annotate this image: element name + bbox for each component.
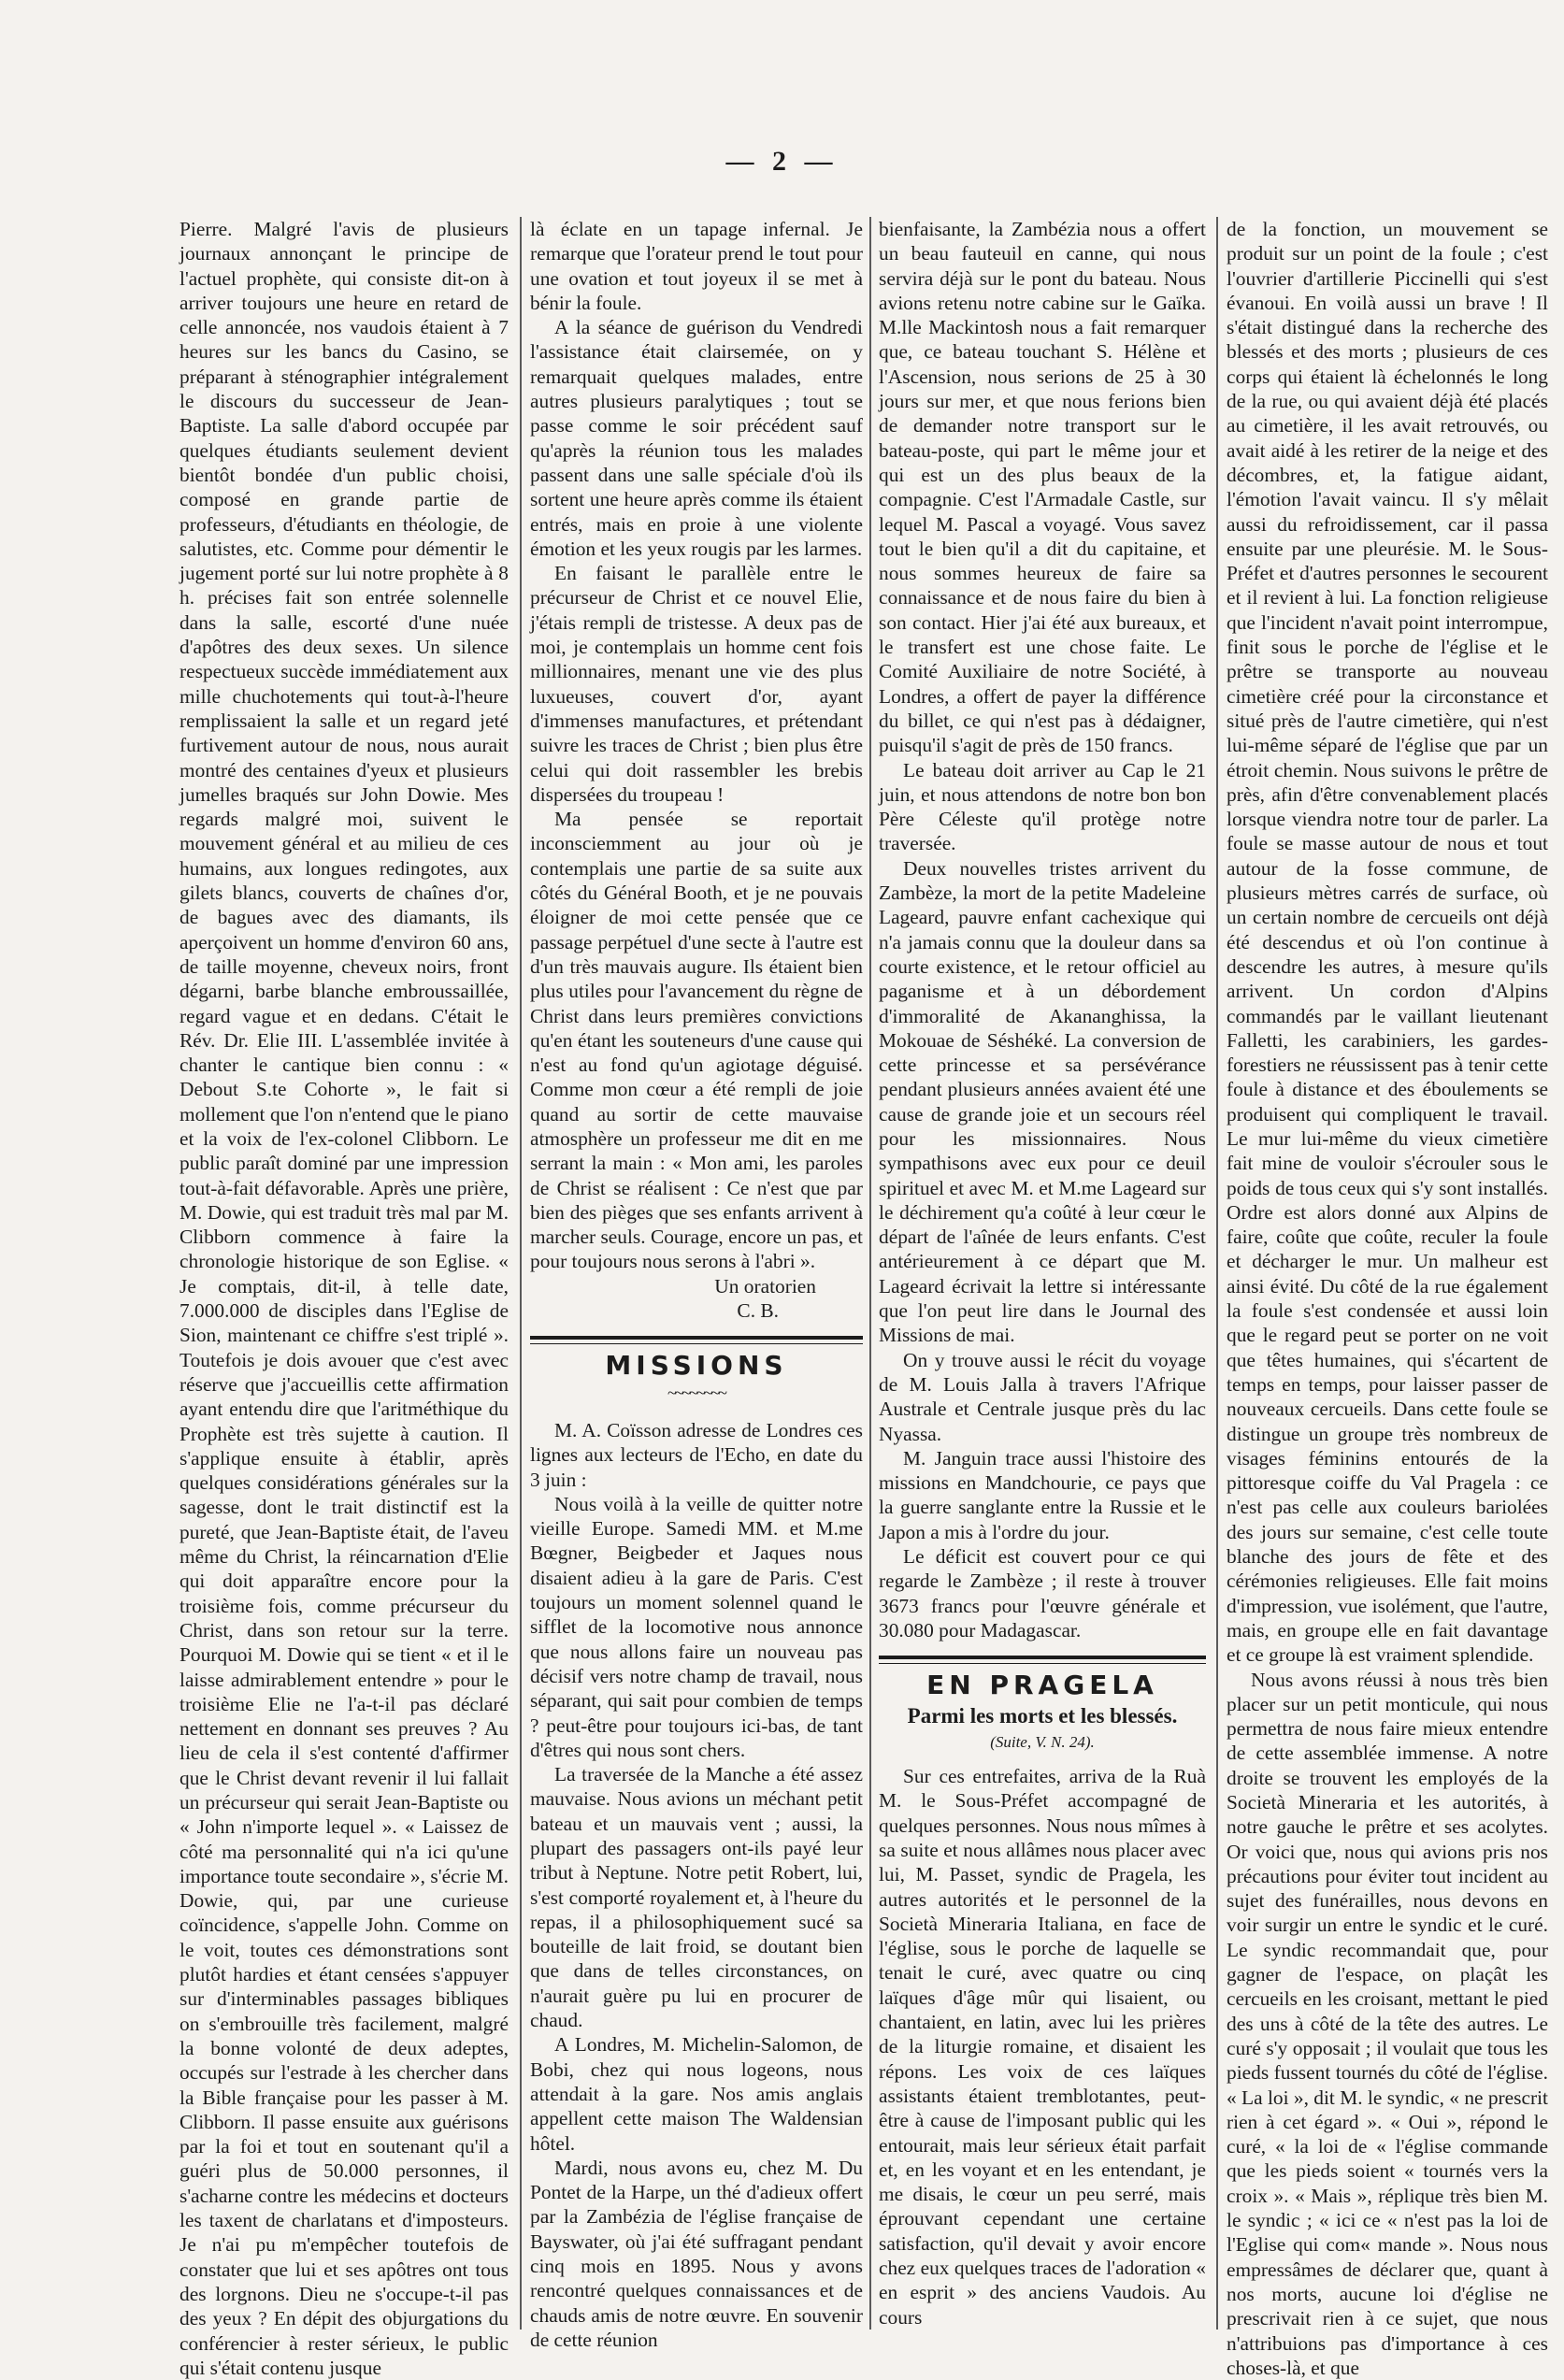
page-number: — 2 — — [725, 146, 839, 177]
section-rule — [530, 1343, 863, 1344]
paragraph: bienfaisante, la Zambézia nous a offert un beau fauteuil en canne, qui nous servira déjà sur le pont du bateau. Nous avions retenu notre cabine sur le Gaïka. M.lle Mackintosh nous a fait remarquer que, ce bateau touchant S. Hélène et l'Ascension, nous serions de 25 à 30 jours sur mer, et que nous ferions bien de demander notre transport sur le bateau-poste, qui part le même jour et qui est un des plus beaux de la compagnie. C'est l'Armadale Castle, sur lequel M. Pascal a voyagé. Vous savez tout le bien qu'il a dit du capitaine, et nous sommes heureux de faire sa connaissance et de nous faire du bien à son contact. Hier j'ai été aux bureaux, et le transfert est une chose faite. Le Comité Auxiliaire de notre Société, à Londres, a offert de payer la différence du billet, ce qui n'est pas à dédaigner, puisqu'il s'agit de près de 150 francs. — [879, 218, 1206, 757]
paragraph: Nous avons réussi à nous très bien placer sur un petit monticule, qui nous permettra de nous faire mieux entendre de cette assemblée immense. A notre droite se trouvent les employés de la Società Mineraria et les autorités, à notre gauche le prêtre et ses acolytes. Or voici que, nous qui avions pris nos précautions pour éviter tout incident au sujet des funérailles, nous devons en voir surgir un entre le syndic et le curé. Le syndic recommandait que, pour gagner de l'espace, on plaçât les cercueils en les croisant, mettant le pied des uns à côté de la tête des autres. Le curé s'y opposait ; il voulait que tous les pieds fussent tournés du côté de l'église. « La loi », dit M. le syndic, « ne prescrit rien à cet égard ». « Oui », répond le curé, « la loi de « l'église commande que les pieds soient « tournés vers la croix ». « Mais », réplique très bien M. le syndic ; « ici ce « n'est pas la loi de l'Eglise qui com« mande ». Nous nous empressâmes de déclarer que, quant à nos morts, aucune loi d'église ne prescrivait rien à ce sujet, que nous n'attribuions pas d'importance à ces choses-là, et que — [1227, 1668, 1548, 2379]
column-3 — [879, 217, 1206, 2329]
section-rule — [530, 1336, 863, 1340]
paragraph: A Londres, M. Michelin-Salomon, de Bobi, chez qui nous logeons, nous attendait à la gare. Nos amis anglais appellent cette maison The Waldensian hôtel. — [530, 2033, 863, 2155]
paragraph: M. Janguin trace aussi l'histoire des missions en Mandchourie, ce pays que la guerre sanglante entre la Russie et le Japon a mis à l'ordre du jour. — [879, 1446, 1206, 1543]
column-1 — [179, 217, 509, 2379]
heading-ornament: ~~~~~~~~ — [667, 1383, 725, 1402]
paragraph: de la fonction, un mouvement se produit sur un point de la foule ; c'est l'ouvrier d'artillerie Piccinelli qui s'est évanoui. En voilà aussi un brave ! Il s'était distingué dans la recherche des blessés et des morts ; plusieurs de ces corps qui étaient là échelonnés le long de la rue, ou qui avaient déjà été placés au cimetière, il les avait retrouvés, ou avait aidé à les retirer de la neige et des décombres, et, la fatigue aidant, l'émotion l'avait vaincu. Il s'y mêlait aussi du refroidissement, car il passa ensuite par une pleurésie. M. le Sous-Préfet et d'autres personnes le secourent et il revient à lui. La fonction religieuse que l'incident n'avait point interrompue, finit sous le porche de l'église et le prêtre se transporte au nouveau cimetière créé pour la circonstance et situé près de l'autre cimetière, qui n'est lui-même séparé de l'église que par un étroit chemin. Nous suivons le prêtre de près, afin d'être convenablement placés lorsque viendra notre tour de parler. La foule se masse autour de nous et tout autour de la fosse commune, de plusieurs mètres carrés de surface, où un certain nombre de cercueils ont déjà été descendus et où l'on continue à descendre les autres, à mesure qu'ils arrivent. Un cordon d'Alpins commandés par le vaillant lieutenant Falletti, les carabiniers, les gardes-forestiers ne réussissent pas à tenir cette foule à distance et des éboulements se produisent qui compliquent le travail. Le mur lui-même du vieux cimetière fait mine de vouloir s'écrouler sous le poids de tous ceux qui s'y sont installés. Ordre est alors donné aux Alpins de faire, coûte que coûte, reculer la foule et décharger le mur. Un malheur est ainsi évité. Du côté de la rue également la foule s'est condensée et aussi loin que le regard peut se porter on ne voit que têtes humaines, qui s'écartent de temps en temps, pour laisser passer de nouveaux cercueils. Dans cette foule se distingue un groupe très nombreux de visages féminins entourés de la pittoresque coiffe du Val Pragela : ce n'est pas celle aux couleurs bariolées des jours sur semaine, c'est celle toute blanche des jours de fête et des cérémonies religieuses. Elle fait moins d'impression, vue isolément, que l'autre, mais, en groupe elle en fait davantage et ce groupe là est vraiment splendide. — [1227, 218, 1548, 1667]
signature-initials: C. B. — [737, 1299, 779, 1323]
pragela-note: (Suite, V. N. 24). — [990, 1732, 1095, 1751]
missions-heading: MISSIONS — [605, 1350, 788, 1382]
paragraph: Pierre. Malgré l'avis de plusieurs journaux annonçant le principe de l'actuel prophète, qui consiste dit-on à arriver toujours une heure en retard de celle annoncée, nos vaudois étaient à 7 heures sur les bancs du Casino, se préparant à sténographier intégralement le discours du successeur de Jean-Baptiste. La salle d'abord occupée par quelques étudiants seulement devient bientôt bondée d'un public choisi, composé en grande partie de professeurs, d'étudiants en théologie, de salutistes, etc. Comme pour démentir le jugement porté sur lui notre prophète à 8 h. précises fait son entrée solennelle dans la salle, escorté d'une nuée d'apôtres des deux sexes. Un silence respectueux succède immédiatement aux mille chuchotements qui tout-à-l'heure remplissaient la salle et un regard jeté furtivement autour de nous, nous aurait montré des centaines d'yeux et plusieurs jumelles braqués sur John Dowie. Mes regards malgré moi, suivent le mouvement général et au milieu de ces humains, aux longues redingotes, aux gilets blancs, couverts de chaînes d'or, de bagues avec des diamants, ils aperçoivent un homme d'environ 60 ans, de taille moyenne, cheveux noirs, front dégarni, barbe blanche embroussaillée, regard vague et en dedans. C'était le Rév. Dr. Elie III. L'assemblée invitée à chanter le cantique bien connu : « Debout S.te Cohorte », le fait si mollement que l'on n'entend que le piano et la voix de l'ex-colonel Clibborn. Le public paraît dominé par une impression tout-à-fait défavorable. Après une prière, M. Dowie, qui est traduit très mal par M. Clibborn commence à faire la chronologie historique de son Eglise. « Je comptais, dit-il, à telle date, 7.000.000 de disciples dans l'Eglise de Sion, maintenant ce chiffre s'est triplé ». Toutefois je dois avouer que c'est avec réserve que j'accueillis cette affirmation ayant entendu dire que l'aritméthique du Prophète est très sujette à caution. Il s'applique ensuite à établir, après quelques considérations générales sur la sagesse, dont le trait distinctif est la pureté, que Jean-Baptiste était, de l'aveu même du Christ, la réincarnation d'Elie qui doit apparaître encore pour la troisième fois, comme précurseur du Christ, dans son retour sur la terre. Pourquoi M. Dowie qui se tient « et il le laisse admirablement entendre » pour le troisième Elie ne l'a-t-il pas déclaré nettement en donnant ses preuves ? Au lieu de cela il s'est contenté d'affirmer que le Christ devant revenir il lui fallait un précurseur qui serait Jean-Baptiste ou « John n'importe lequel ». « Laissez de côté ma personnalité qui n'a ici qu'une importance toute secondaire », s'écrie M. Dowie, qui, par une curieuse coïncidence, s'appelle John. Comme on le voit, toutes ces démonstrations sont plutôt hardies et étant censées s'appuyer sur d'interminables passages bibliques on s'embrouille très facilement, malgré la bonne volonté de deux adeptes, occupés sur l'estrade à les chercher dans la Bible française pour les passer à M. Clibborn. Il passe ensuite aux guérisons par la foi et tout en soutenant qu'il a guéri plus de 50.000 personnes, il s'acharne contre les médecins et docteurs les taxent de charlatans et d'imposteurs. Je n'ai pu m'empêcher toutefois de constater que lui et ses apôtres ont tous des lorgnons. Dieu ne s'occupe-t-il pas des yeux ? En dépit des objurgations du conférencier à rester sérieux, le public qui s'était contenu jusque — [179, 218, 509, 2379]
section-rule — [879, 1656, 1206, 1659]
column-2 — [530, 217, 863, 2351]
pragela-subheading: Parmi les morts et les blessés. — [907, 1703, 1178, 1728]
signature-line: Un oratorien — [714, 1274, 816, 1298]
paragraph: Deux nouvelles tristes arrivent du Zambèze, la mort de la petite Madeleine Lageard, pauvre enfant cachexique qui n'a jamais connu que la douleur dans sa courte existence, et le retour officiel au paganisme et à un débordement d'immoralité de Akananghissa, la Mokouae de Séshéké. La conversion de cette princesse et sa persévérance pendant plusieurs années avaient été une cause de grande joie et un secours réel pour les missionnaires. Nous sympathisons avec eux pour ce deuil spirituel et avec M. et M.me Lageard sur le déchirement qu'a coûté à leur cœur le départ de l'aînée de leurs enfants. C'est antérieurement à ce départ que M. Lageard écrivait la lettre si intéressante que l'on peut lire dans le Journal des Missions de mai. — [879, 856, 1206, 1347]
paragraph: La traversée de la Manche a été assez mauvaise. Nous avions un méchant petit bateau et un mauvais vent ; aussi, la plupart des passagers ont-ils payé leur tribut à Neptune. Notre petit Robert, lui, s'est comporté royalement et, à l'heure du repas, il a philosophiquement sucé sa bouteille de lait froid, se doutant bien que dans de telles circonstances, on n'aurait guère pu lui en procurer de chaud. — [530, 1763, 863, 2032]
column-rule — [869, 217, 871, 2330]
column-4 — [1227, 217, 1548, 2379]
column-rule — [1216, 217, 1218, 2330]
column-rule — [520, 217, 522, 2330]
paragraph: Mardi, nous avons eu, chez M. Du Pontet de la Harpe, un thé d'adieux offert par la Zambézia de l'église française de Bayswater, où j'ai été suffragant pendant cinq mois en 1895. Nous y avons rencontré quelques connaissances et de chauds amis de notre œuvre. En souvenir de cette réunion — [530, 2156, 863, 2351]
paragraph: En faisant le parallèle entre le précurseur de Christ et ce nouvel Elie, j'étais rempli de tristesse. A deux pas de moi, je contemplais un homme cent fois millionnaires, menant une vie des plus luxueuses, couvert d'or, ayant d'immenses manufactures, et prétendant suivre les traces de Christ ; bien plus être celui qui doit rassembler les brebis dispersées du troupeau ! — [530, 562, 863, 806]
paragraph: là éclate en un tapage infernal. Je remarque que l'orateur prend le tout pour une ovation et tout joyeux il se met à bénir la foule. — [530, 218, 863, 314]
paragraph: Le bateau doit arriver au Cap le 21 juin, et nous attendons de notre bon bon Père Céleste qu'il protège notre traversée. — [879, 758, 1206, 855]
paragraph: Le déficit est couvert pour ce qui regarde le Zambèze ; il reste à trouver 3673 francs pour l'œuvre générale et 30.080 pour Madagascar. — [879, 1545, 1206, 1642]
paragraph: Ma pensée se reportait inconsciemment au jour où je contemplais une partie de sa suite aux côtés du Général Booth, et je ne pouvais éloigner de moi cette pensée que ce passage perpétuel d'une secte à l'autre est d'un très mauvais augure. Ils étaient bien plus utiles pour l'avancement du règne de Christ dans leurs premières convictions qu'en étant les souteneurs d'une cause qui n'est au fond qu'un agiotage déguisé. Comme mon cœur a été rempli de joie quand au sortir de cette mauvaise atmosphère un professeur me dit en me serrant la main : « Mon ami, les paroles de Christ se réalisent : Ce n'est que par bien des pièges que ses enfants arrivent à marcher seuls. Courage, encore un pas, et pour toujours nous serons à l'abri ». — [530, 808, 863, 1273]
pragela-heading: EN PRAGELA — [926, 1670, 1158, 1701]
paragraph: Nous voilà à la veille de quitter notre vieille Europe. Samedi MM. et M.me Bœgner, Beigbeder et Jaques nous disaient adieu à la gare de Paris. C'est toujours un moment solennel quand le sifflet de la locomotive nous annonce que nous allons faire un nouveau pas décisif vers notre champ de travail, nous séparant, qui sait pour combien de temps ? peut-être pour toujours ici-bas, de tant d'êtres qui nous sont chers. — [530, 1492, 863, 1761]
paragraph: On y trouve aussi le récit du voyage de M. Louis Jalla à travers l'Afrique Australe et Centrale jusque près du lac Nyassa. — [879, 1348, 1206, 1445]
section-rule — [879, 1663, 1206, 1664]
paragraph: A la séance de guérison du Vendredi l'assistance était clairsemée, on y remarquait quelques malades, entre autres plusieurs paralytiques ; tout se passe comme le soir précédent sauf qu'après la réunion tous les malades passent dans une salle spéciale d'où ils sortent une heure après comme ils étaient entrés, mais en proie à une violente émotion et les yeux rougis par les larmes. — [530, 316, 863, 560]
paragraph: M. A. Coïsson adresse de Londres ces lignes aux lecteurs de l'Echo, en date du 3 juin : — [530, 1418, 863, 1491]
paragraph: Sur ces entrefaites, arriva de la Ruà M. le Sous-Préfet accompagné de quelques personnes. Nous nous mîmes à sa suite et nous allâmes nous placer avec lui, M. Passet, syndic de Pragela, les autres autorités et le personnel de la Società Mineraria Italiana, en face de l'église, sous le porche de laquelle se tenait le curé, avec quatre ou cinq laïques d'âge mûr qui lisaient, ou chantaient, en latin, avec lui les prières de la liturgie romaine, et disaient les répons. Les voix de ces laïques assistants étaient tremblotantes, peut-être à cause de l'imposant public qui les entourait, mais leur sérieux était parfait et, en les voyant et en les entendant, je me disais, le cœur un peu serré, mais éprouvant cependant une certaine satisfaction, qu'il devait y avoir encore chez eux quelques traces de l'adoration « en esprit » des anciens Vaudois. Au cours — [879, 1765, 1206, 2329]
